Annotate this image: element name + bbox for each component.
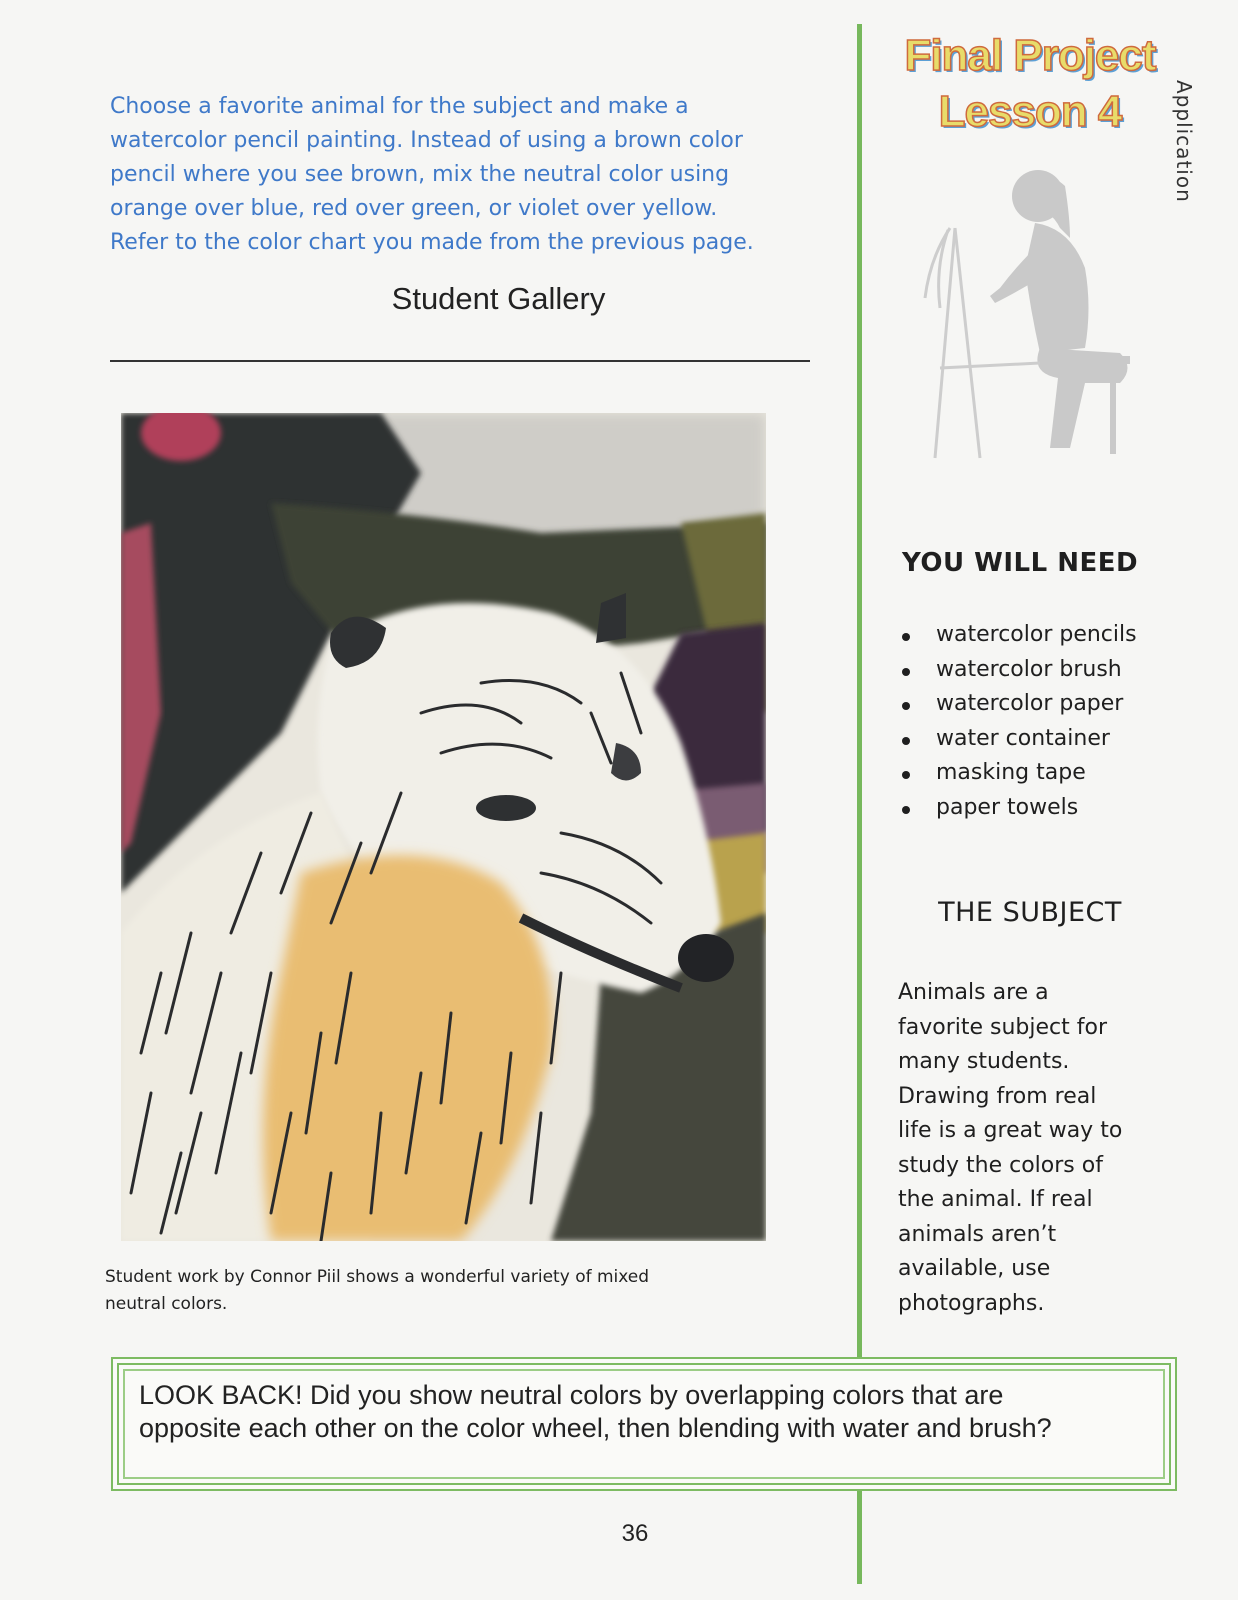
subject-line: study the colors of [898, 1152, 1103, 1178]
lesson-title-line: Lesson 4 [938, 87, 1122, 136]
list-item: watercolor pencils [898, 618, 1198, 653]
list-item: watercolor paper [898, 687, 1198, 722]
subject-line: photographs. [898, 1290, 1045, 1316]
look-back-box [111, 1357, 1177, 1491]
caption-line: neutral colors. [105, 1294, 228, 1314]
subject-heading: THE SUBJECT [938, 897, 1122, 928]
section-tag: Application [1172, 80, 1196, 203]
intro-line: Refer to the color chart you made from the previous page. [110, 230, 754, 255]
subject-line: favorite subject for [898, 1014, 1107, 1040]
student-painting [121, 413, 766, 1241]
subject-description [898, 976, 1158, 1321]
list-item: water container [898, 722, 1198, 757]
subject-line: many students. [898, 1049, 1070, 1074]
materials-list [898, 618, 1198, 825]
subject-line: available, use [898, 1256, 1051, 1281]
gallery-title: Student Gallery [391, 281, 606, 316]
intro-instructions [110, 90, 810, 260]
list-item: masking tape [898, 756, 1198, 791]
page-number: 36 [621, 1520, 649, 1547]
gallery-divider [110, 360, 810, 362]
list-item: watercolor brush [898, 653, 1198, 688]
list-item: paper towels [898, 791, 1198, 826]
artist-painting-silhouette-icon [920, 168, 1160, 478]
intro-line: pencil where you see brown, mix the neutral color using [110, 162, 730, 187]
subject-line: Drawing from real [898, 1083, 1097, 1109]
wolf-watercolor-image [121, 413, 766, 1241]
look-back-text [139, 1379, 1149, 1445]
lesson-title [880, 28, 1180, 140]
lesson-title-line: Final Project [904, 31, 1156, 80]
subject-line: animals aren’t [898, 1221, 1057, 1247]
look-back-line: opposite each other on the color wheel, then blending with water and brush? [139, 1413, 1052, 1443]
subject-line: Animals are a [898, 980, 1049, 1005]
intro-line: Choose a favorite animal for the subject and make a [110, 94, 689, 119]
look-back-line: LOOK BACK! Did you show neutral colors by overlapping colors that are [139, 1380, 1004, 1410]
caption-line: Student work by Connor Piil shows a wonderful variety of mixed [105, 1267, 650, 1287]
intro-line: watercolor pencil painting. Instead of using a brown color [110, 128, 743, 153]
painting-caption [105, 1264, 745, 1318]
column-divider [857, 24, 862, 1584]
materials-heading: YOU WILL NEED [902, 548, 1139, 578]
subject-line: life is a great way to [898, 1118, 1123, 1143]
intro-line: orange over blue, red over green, or violet over yellow. [110, 196, 718, 221]
subject-line: the animal. If real [898, 1187, 1093, 1212]
